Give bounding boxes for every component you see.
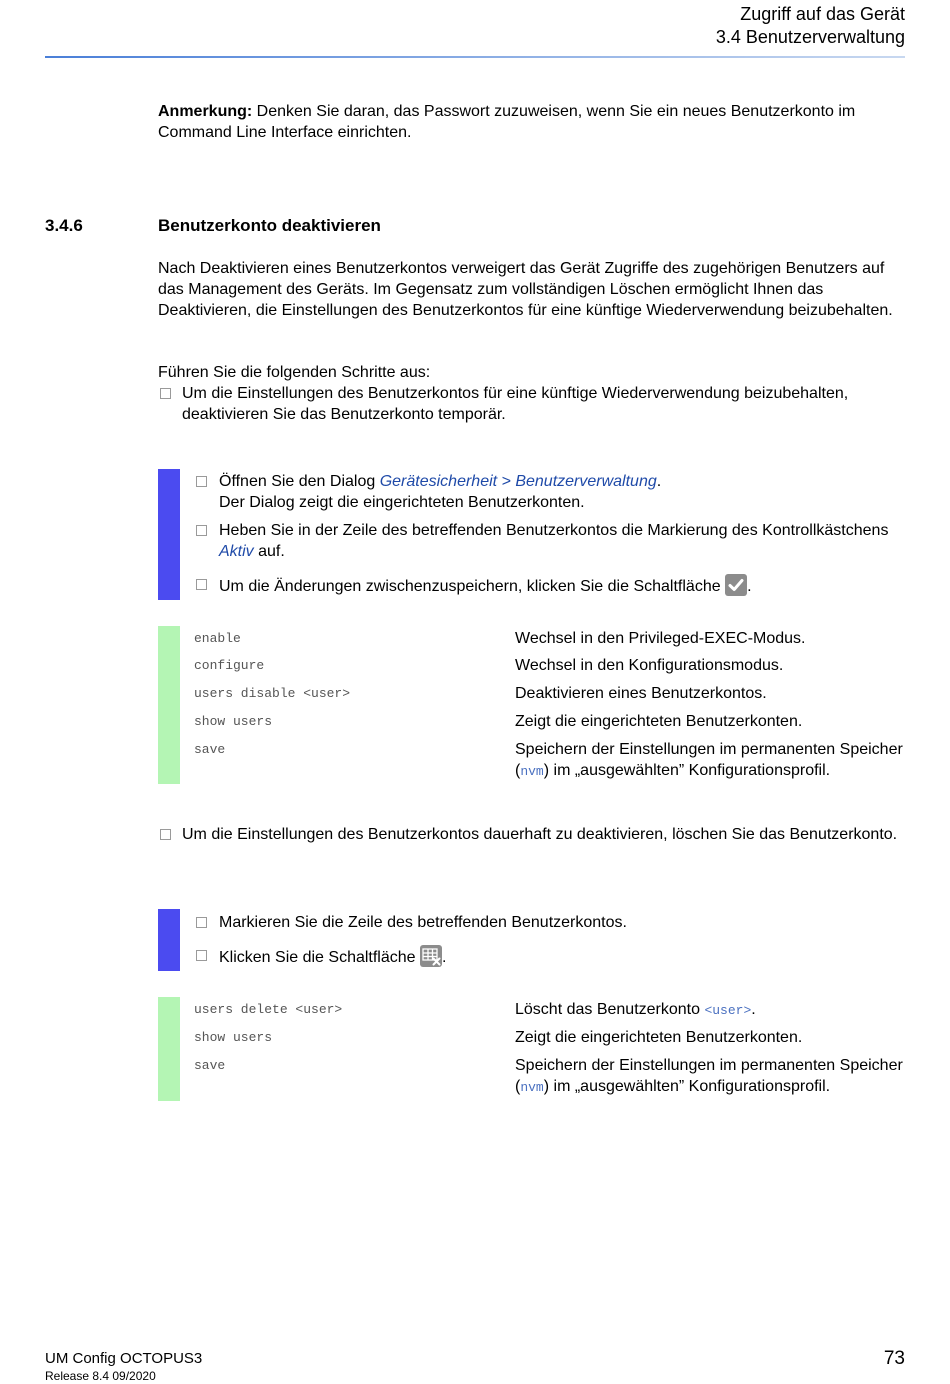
step-text: Heben Sie in der Zeile des betreffenden Benutzerkontos die Markierung des Kontrollkästchens: [219, 522, 889, 539]
desc-text: ) im „ausgewählten” Konfigurationsprofil.: [543, 1078, 831, 1095]
nvm-code: nvm: [520, 1080, 544, 1095]
steps-intro: Führen Sie die folgenden Schritte aus:: [158, 364, 431, 381]
cli-description: [515, 739, 907, 782]
footer-release: Release 8.4 09/2020: [45, 1369, 156, 1383]
footer-doc-title: UM Config OCTOPUS3: [45, 1350, 203, 1367]
cli-command: users disable <user>: [194, 686, 351, 701]
cli-command: enable: [194, 631, 241, 646]
step-text: Öffnen Sie den Dialog: [219, 473, 380, 490]
gui-step: [194, 471, 906, 513]
section-number: 3.4.6: [45, 216, 83, 235]
section-title: Benutzerkonto deaktivieren: [158, 216, 381, 235]
step-checkbox-icon: [196, 476, 207, 487]
cli-command: save: [194, 1058, 226, 1073]
step-text: .: [442, 949, 447, 966]
gui-step: [194, 574, 906, 597]
step-text: Klicken Sie die Schaltfläche: [219, 949, 420, 966]
bullet-checkbox-icon: [160, 829, 171, 840]
gui-bar: [158, 469, 180, 600]
gui-bar: [158, 909, 180, 971]
desc-text: Speichern der Einstellungen im permanenten Speicher (: [515, 741, 903, 779]
step-checkbox-icon: [196, 950, 207, 961]
checkmark-icon[interactable]: [725, 574, 747, 596]
desc-text: .: [751, 1001, 756, 1018]
note-text: Denken Sie daran, das Passwort zuzuweisen, wenn Sie ein neues Benutzerkonto im Command Line Interface einrichten.: [158, 103, 856, 141]
step-checkbox-icon: [196, 525, 207, 536]
step-text: Der Dialog zeigt die eingerichteten Benutzerkonten.: [219, 494, 585, 511]
gui-step: [194, 520, 906, 562]
cli-description: Wechsel in den Konfigurationsmodus.: [515, 657, 784, 674]
cli-description: Zeigt die eingerichteten Benutzerkonten.: [515, 713, 803, 730]
step-text: auf.: [253, 543, 285, 560]
cli-description: [515, 1055, 907, 1098]
cli-command: save: [194, 742, 226, 757]
running-header: [716, 3, 905, 49]
cli-bar: [158, 626, 180, 784]
note-label: Anmerkung:: [158, 103, 253, 120]
step-text: Markieren Sie die Zeile des betreffenden Benutzerkontos.: [219, 914, 627, 931]
step-text: .: [656, 473, 662, 490]
desc-text: Speichern der Einstellungen im permanenten Speicher (: [515, 1057, 903, 1095]
intro-paragraph: Nach Deaktivieren eines Benutzerkontos verweigert das Gerät Zugriffe des zugehörigen Benutzers auf das Management des Geräts. Im Gegensatz zum vollständigen Löschen ermöglicht Ihnen das Deaktivieren, die Einstellungen des Benutzerkontos für eine künftige Wiederverwendung beizubehalten.: [158, 260, 893, 319]
delete-table-row-icon[interactable]: [420, 945, 442, 967]
bullet-permanent: [158, 824, 906, 845]
desc-text: ) im „ausgewählten” Konfigurationsprofil.: [543, 762, 831, 779]
cli-description: Zeigt die eingerichteten Benutzerkonten.: [515, 1029, 803, 1046]
gui-step: [194, 912, 906, 933]
cli-command: show users: [194, 714, 273, 729]
step-text: Um die Änderungen zwischenzuspeichern, klicken Sie die Schaltfläche: [219, 578, 726, 595]
cli-command: configure: [194, 658, 265, 673]
header-chapter: Zugriff auf das Gerät: [740, 4, 905, 24]
bullet-text: Um die Einstellungen des Benutzerkontos dauerhaft zu deaktivieren, löschen Sie das Benutzerkonto.: [182, 826, 898, 843]
page-number: 73: [883, 1348, 905, 1369]
gui-step: [194, 945, 906, 968]
step-checkbox-icon: [196, 917, 207, 928]
cli-description: Wechsel in den Privileged-EXEC-Modus.: [515, 630, 806, 647]
nvm-code: nvm: [520, 764, 544, 779]
bullet-text: Um die Einstellungen des Benutzerkontos für eine künftige Wiederverwendung beizubehalten, deaktivieren Sie das Benutzerkonto temporär.: [182, 385, 849, 423]
step-text: .: [747, 578, 752, 595]
header-section: 3.4 Benutzerverwaltung: [715, 27, 905, 47]
dialog-path-link[interactable]: Gerätesicherheit > Benutzerverwaltung: [379, 473, 657, 490]
desc-text: Löscht das Benutzerkonto: [515, 1001, 705, 1018]
user-code: <user>: [704, 1003, 752, 1018]
footer: [45, 1350, 202, 1384]
bullet-temporary: [158, 383, 906, 425]
cli-description: [515, 999, 907, 1021]
cli-command: users delete <user>: [194, 1002, 343, 1017]
cli-description: Deaktivieren eines Benutzerkontos.: [515, 685, 767, 702]
step-checkbox-icon: [196, 579, 207, 590]
note-paragraph: [158, 101, 906, 143]
header-rule: [45, 56, 905, 58]
cli-bar: [158, 997, 180, 1101]
aktiv-field-link[interactable]: Aktiv: [219, 543, 254, 560]
bullet-checkbox-icon: [160, 388, 171, 399]
cli-command: show users: [194, 1030, 273, 1045]
